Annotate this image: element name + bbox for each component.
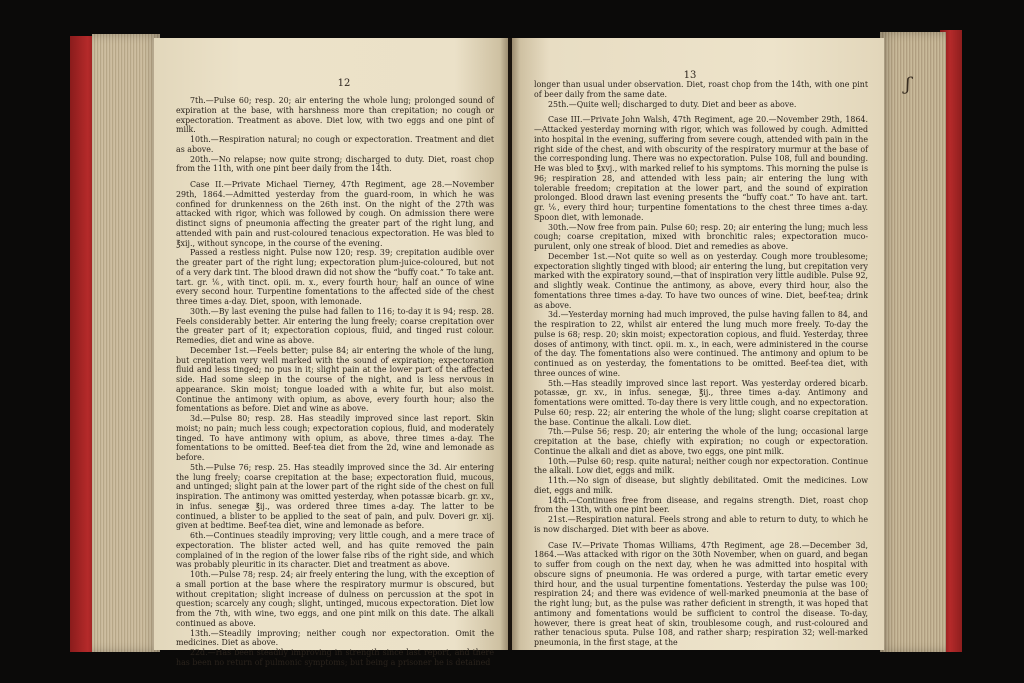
paragraph: 5th.—Pulse 76; resp. 25. Has steadily improved since the 3d. Air entering the lung freely; coarse crepitation at the base; expectoration fluid, mucous, and untinged; slight pain at the lower part of the right side of the chest on full inspiration. The antimony was omitted yesterday, when potassæ bicarb. gr. xv., in infus. senegæ ℥ij., was ordered three times a-day. The latter to be continued, a blister to be applied to the seat of pain, and pulv. Doveri gr. xij. given at bedtime. Beef-tea diet, wine and lemonade as before. (176, 462, 494, 531)
paragraph: 11th.—No sign of disease, but slightly debilitated. Omit the medicines. Low diet, eggs and milk. (534, 476, 868, 495)
case-heading-paragraph: Case IV.—Private Thomas Williams, 47th Regiment, age 28.—December 3d, 1864.—Was attacked with rigor on the 30th November, when on guard, and began to suffer from cough on the next day, when he was admitted into hospital with obscure signs of pneumonia. He was ordered a purge, with tartar emetic every third hour, and the usual turpentine fomentations. Yesterday the pulse was 100; respiration 24; and there was evidence of well-marked pneumonia at the base of the right lung; but, as the pulse was rather deficient in strength, it was hoped that antimony and fomentations would be sufficient to control the disease. To-day, however, there is great heat of skin, troublesome cough, and rust-coloured and rather tenacious sputa. Pulse 108, and rather sharp; respiration 32; well-marked pneumonia, in the first stage, at the (534, 540, 868, 647)
right-page (512, 38, 884, 650)
paragraph: 3d.—Pulse 80; resp. 28. Has steadily improved since last report. Skin moist; no pain; much less cough; expectoration copious, fluid, and moderately tinged. To have antimony with opium, as above, three times a-day. The fomentations to be omitted. Beef-tea diet from the 2d, wine and lemonade as before. (176, 414, 494, 462)
paragraph: 30th.—By last evening the pulse had fallen to 116; to-day it is 94; resp. 28. Feels considerably better. Air entering the lung freely; coarse crepitation over the greater part of it; expectoration copious, fluid, and tinged rust colour. Remedies, diet and wine as above. (176, 306, 494, 345)
left-page (154, 38, 508, 667)
page-edges-right (880, 32, 946, 652)
paragraph: 22d.—Has been steadily improving in strength since last report, and there has been no return of pulmonic symptoms; but being a prisoner he is detained (176, 648, 494, 667)
page-number: 12 (337, 78, 351, 89)
paragraph: 13th.—Steadily improving; neither cough nor expectoration. Omit the medicines. Diet as above. (176, 628, 494, 648)
paragraph: 10th.—Pulse 60; resp. quite natural; neither cough nor expectoration. Continue the alkali. Low diet, eggs and milk. (534, 456, 868, 476)
paragraph: 7th.—Pulse 60; resp. 20; air entering the whole lung; prolonged sound of expiration at the base, with harshness more than crepitation; no cough or expectoration. Treatment as above. Diet low, with two eggs and one pint of milk. (176, 96, 494, 135)
paragraph: Passed a restless night. Pulse now 120; resp. 39; crepitation audible over the greater part of the right lung; expectoration plum-juice-coloured, but not of a very dark tint. The blood drawn did not show the “buffy coat.” To take ant. tart. gr. ⅙, with tinct. opii. m. x., every fourth hour; half an ounce of wine every second hour. Turpentine fomentations to the affected side of the chest three times a-day. Diet, spoon, with lemonade. (176, 248, 494, 306)
page-edges-left (92, 34, 160, 652)
paragraph: 6th.—Continues steadily improving; very little cough, and a mere trace of expectoration. The blister acted well, and has quite removed the pain complained of in the region of the lower false ribs of the right side, and which was probably pleuritic in its character. Diet and treatment as above. (176, 531, 494, 570)
paragraph: December 1st.—Feels better; pulse 84; air entering the whole of the lung, but crepitation very well marked with the sound of expiration; expectoration fluid and less tinged; no pus in it; slight pain at the lower part of the affected side. Had some sleep in the course of the night, and is less nervous in appearance. Skin moist; tongue loaded with a white fur, but also moist. Continue the antimony with opium, as above, every fourth hour; also the fomentations as before. Diet and wine as above. (176, 345, 494, 414)
paragraph: 3d.—Yesterday morning had much improved, the pulse having fallen to 84, and the respiration to 22, whilst air entered the lung much more freely. To-day the pulse is 68; resp. 20; skin moist; expectoration copious, and fluid. Yesterday, three doses of antimony, with tinct. opii. m. x., in each, were administered in the course of the day. The fomentations also were continued. The antimony and opium to be continued as on yesterday, the fomentations to be omitted. Beef-tea diet, with three ounces of wine. (534, 310, 868, 378)
paragraph: 21st.—Respiration natural. Feels strong and able to return to duty, to which he is now discharged. Diet with beer as above. (534, 515, 868, 534)
paragraph: 10th.—Pulse 78; resp. 24; air freely entering the lung, with the exception of a small portion at the base where the respiratory murmur is obscured, but without crepitation; slight increase of dulness on percussion at the spot in question; scarcely any cough; slight, untinged, mucous expectoration. Diet low from the 7th, with wine, two eggs, and one pint milk on this date. The alkali continued as above. (176, 570, 494, 628)
page-body (534, 80, 868, 648)
page-number: 13 (683, 70, 697, 81)
book-gutter (500, 38, 520, 650)
page-body (176, 96, 494, 668)
paragraph: 10th.—Respiration natural; no cough or expectoration. Treatment and diet as above. (176, 135, 494, 154)
paragraph: 20th.—No relapse; now quite strong; discharged to duty. Diet, roast chop from the 11th, with one pint beer daily from the 14th. (176, 154, 494, 174)
paragraph: 25th.—Quite well; discharged to duty. Diet and beer as above. (548, 99, 797, 109)
paragraph: 14th.—Continues free from disease, and regains strength. Diet, roast chop from the 13th, with one pint beer. (534, 495, 868, 515)
paragraph: 7th.—Pulse 56; resp. 20; air entering the whole of the lung; occasional large crepitation at the base, chiefly with expiration; no cough or expectoration. Continue the alkali and diet as above, two eggs, one pint milk. (534, 427, 868, 456)
paragraph: 5th.—Has steadily improved since last report. Was yesterday ordered bicarb. potassæ, gr. xv., in infus. senegæ, ℥ij., three times a-day. Antimony and fomentations were omitted. To-day there is very little cough, and no expectoration. Pulse 60; resp. 22; air entering the whole of the lung; slight coarse crepitation at the base. Continue the alkali. Low diet. (534, 378, 868, 427)
case-heading-paragraph: Case II.—Private Michael Tierney, 47th Regiment, age 28.—November 29th, 1864.—Admitted yesterday from the guard-room, in which he was confined for drunkenness on the 26th inst. On the night of the 27th was attacked with rigor, which was followed by cough. On admission there were distinct signs of pneumonia affecting the greater part of the right lung, and attended with pain and rust-coloured tenacious expectoration. He was bled to ℥xij., without syncope, in the course of the evening. (176, 180, 494, 248)
paragraph: 30th.—Now free from pain. Pulse 60; resp. 20; air entering the lung; much less cough; coarse crepitation, mixed with bronchitic rales; expectoration muco-purulent, only one streak of blood. Diet and remedies as above. (534, 222, 868, 251)
case-heading-paragraph: Case III.—Private John Walsh, 47th Regiment, age 20.—November 29th, 1864.—Attacked yesterday morning with rigor, which was followed by cough. Admitted into hospital in the evening, suffering from severe cough, attended with pain in the right side of the chest, and with obscurity of the respiratory murmur at the base of the corresponding lung. There was no expectoration. Pulse 108, full and bounding. He was bled to ℥xvj., with marked relief to his symptoms. This morning the pulse is 96; respiration 28, and attended with less pain; air entering the lung with tolerable freedom; crepitation at the lower part, and the sound of expiration prolonged. Blood drawn last evening presents the “buffy coat.” To have ant. tart. gr. ⅙, every third hour; turpentine fomentations to the chest three times a-day. Spoon diet, with lemonade. (534, 115, 869, 222)
handwritten-mark-icon: ʃ (905, 74, 911, 95)
paragraph: longer than usual under observation. Diet, roast chop from the 14th, with one pint of beer daily from the same date. (534, 80, 868, 99)
paragraph: December 1st.—Not quite so well as on yesterday. Cough more troublesome; expectoration slightly tinged with blood; air entering the lung, but crepitation very marked with the expiratory sound,—that of inspiration very little audible. Pulse 92, and slightly weak. Continue the antimony, as above, every third hour, also the fomentations three times a-day. To have two ounces of wine. Diet, beef-tea; drink as above. (534, 251, 868, 310)
